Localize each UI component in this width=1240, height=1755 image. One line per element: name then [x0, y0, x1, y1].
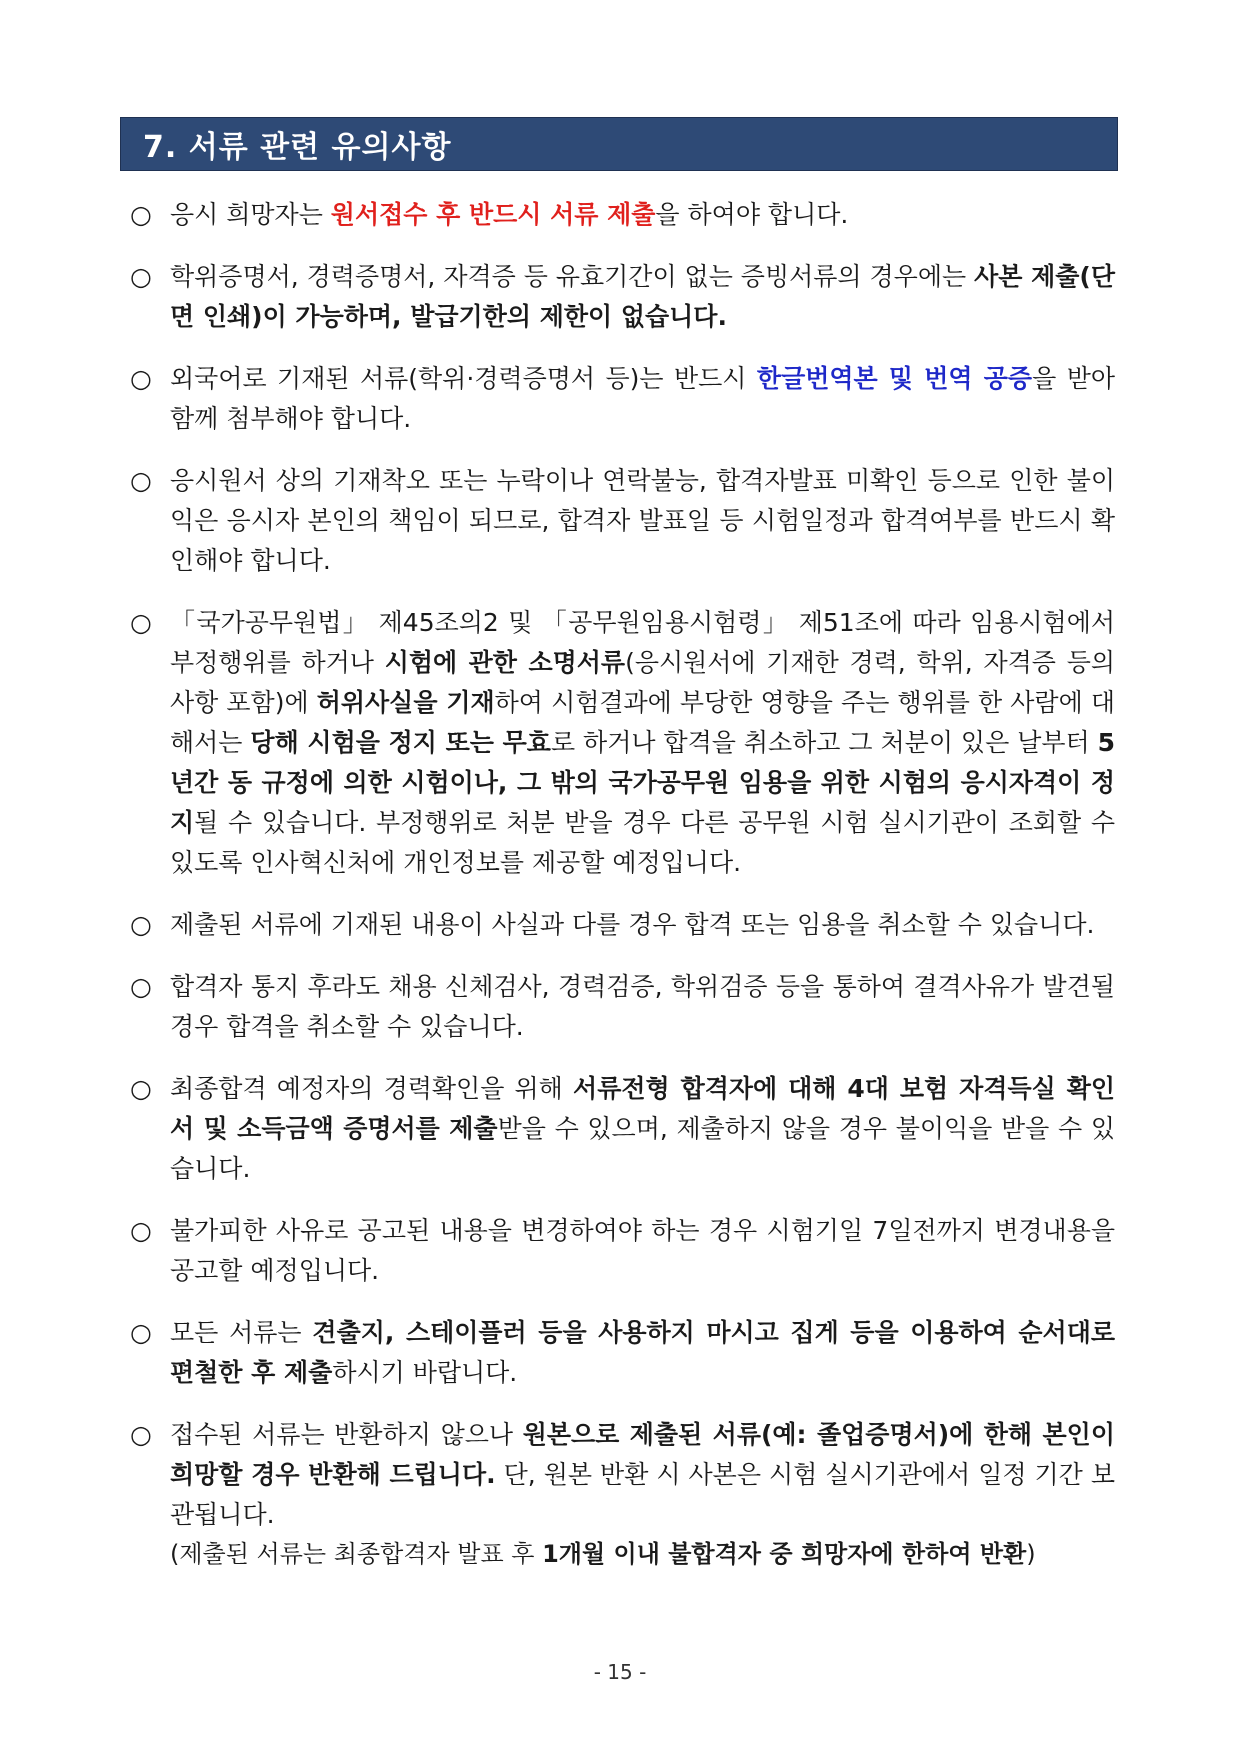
notice-text [170, 1069, 1115, 1189]
notice-text [170, 461, 1115, 581]
highlight-red: 원서접수 후 반드시 서류 제출 [330, 200, 656, 229]
text-segment: (응시원서에 기재한 경력, 학위, 자격증 등의 사항 포함)에 [170, 648, 1115, 717]
text-segment: 받을 수 있으며, 제출하지 않을 경우 불이익을 받을 수 있습니다. [170, 1114, 1115, 1183]
text-segment: 접수된 서류는 반환하지 않으나 [170, 1420, 523, 1449]
bold-text: 허위사실을 기재 [316, 688, 495, 717]
text-segment: 학위증명서, 경력증명서, 자격증 등 유효기간이 없는 증빙서류의 경우에는 [170, 262, 975, 291]
text-segment: 을 받아 함께 첨부해야 합니다. [170, 364, 1115, 433]
bold-text: 서류전형 합격자에 대해 4대 보험 자격득실 확인서 및 소득금액 증명서를 제출 [170, 1074, 1116, 1143]
text-segment: 최종합격 예정자의 경력확인을 위해 [170, 1074, 574, 1103]
bold-text: 원본으로 제출된 서류(예: 졸업증명서)에 한해 본인이 희망할 경우 반환해 드립니다. [170, 1420, 1115, 1489]
notice-note [170, 1535, 1115, 1573]
notice-text [170, 967, 1115, 1047]
notice-item-7 [130, 967, 1115, 1047]
notice-list [130, 195, 1115, 1595]
section-header [120, 117, 1118, 171]
bold-text: 당해 시험을 정지 또는 무효 [250, 728, 551, 757]
text-segment: 제출된 서류에 기재된 내용이 사실과 다를 경우 합격 또는 임용을 취소할 수 있습니다. [170, 910, 1095, 939]
notice-text [170, 905, 1115, 945]
notice-item-1 [130, 195, 1115, 235]
bullet-icon: ○ [130, 200, 152, 229]
text-segment: 을 하여야 합니다. [655, 200, 849, 229]
bullet-icon: ○ [130, 466, 152, 495]
text-segment: 합격자 통지 후라도 채용 신체검사, 경력검증, 학위검증 등을 통하여 결격사유가 발견될 경우 합격을 취소할 수 있습니다. [170, 972, 1115, 1041]
notice-text [170, 603, 1115, 883]
text-segment: 될 수 있습니다. 부정행위로 처분 받을 경우 다른 공무원 시험 실시기관이 조회할 수 있도록 인사혁신처에 개인정보를 제공할 예정입니다. [170, 808, 1115, 877]
bold-text: 시험에 관한 소명서류 [384, 648, 626, 677]
bold-text: 사본 제출(단면 인쇄)이 가능하며, 발급기한의 제한이 없습니다. [170, 262, 1115, 331]
bullet-icon: ○ [130, 1216, 152, 1245]
notice-text [170, 359, 1115, 439]
text-segment: 하여 시험결과에 부당한 영향을 주는 행위를 한 사람에 대해서는 [170, 688, 1115, 757]
notice-text [170, 195, 1115, 235]
text-segment: 하시기 바랍니다. [332, 1358, 518, 1387]
bold-text: 5년간 동 규정에 의한 시험이나, 그 밖의 국가공무원 임용을 위한 시험의 응시자격이 정지 [170, 728, 1116, 837]
bullet-icon: ○ [130, 608, 152, 637]
notice-item-3 [130, 359, 1115, 439]
notice-item-5 [130, 603, 1115, 883]
bullet-icon: ○ [130, 910, 152, 939]
notice-item-10 [130, 1313, 1115, 1393]
text-segment: 응시원서 상의 기재착오 또는 누락이나 연락불능, 합격자발표 미확인 등으로 인한 불이익은 응시자 본인의 책임이 되므로, 합격자 발표일 등 시험일정과 합격여부를 반드시 확인해야 합니다. [170, 466, 1115, 575]
bullet-icon: ○ [130, 972, 152, 1001]
text-segment: 외국어로 기재된 서류(학위·경력증명서 등)는 반드시 [170, 364, 757, 393]
notice-item-11 [130, 1415, 1115, 1573]
bullet-icon: ○ [130, 262, 152, 291]
notice-item-6 [130, 905, 1115, 945]
text-segment: (제출된 서류는 최종합격자 발표 후 [170, 1540, 543, 1568]
text-segment: 모든 서류는 [170, 1318, 313, 1347]
text-segment: 불가피한 사유로 공고된 내용을 변경하여야 하는 경우 시험기일 7일전까지 변경내용을 공고할 예정입니다. [170, 1216, 1115, 1285]
bullet-icon: ○ [130, 1074, 152, 1103]
notice-item-9 [130, 1211, 1115, 1291]
text-segment: 단, 원본 반환 시 사본은 시험 실시기관에서 일정 기간 보관됩니다. [170, 1460, 1115, 1529]
section-title: 7. 서류 관련 유의사항 [143, 130, 452, 165]
notice-text [170, 1211, 1115, 1291]
bullet-icon: ○ [130, 1318, 152, 1347]
notice-item-4 [130, 461, 1115, 581]
text-segment: 응시 희망자는 [170, 200, 331, 229]
notice-text [170, 1313, 1115, 1393]
notice-item-8 [130, 1069, 1115, 1189]
text-segment: ) [1026, 1540, 1036, 1568]
bullet-icon: ○ [130, 364, 152, 393]
bold-text: 1개월 이내 불합격자 중 희망자에 한하여 반환 [542, 1540, 1027, 1568]
bullet-icon: ○ [130, 1420, 152, 1449]
page-number: - 15 - [593, 1660, 647, 1684]
notice-item-2 [130, 257, 1115, 337]
notice-text [170, 257, 1115, 337]
text-segment: 「국가공무원법」 제45조의2 및 「공무원임용시험령」 제51조에 따라 임용시험에서 부정행위를 하거나 [170, 608, 1115, 677]
bold-text: 견출지, 스테이플러 등을 사용하지 마시고 집게 등을 이용하여 순서대로 편철한 후 제출 [170, 1318, 1115, 1387]
notice-text [170, 1415, 1115, 1535]
highlight-blue: 한글번역본 및 번역 공증 [756, 364, 1033, 393]
text-segment: 로 하거나 합격을 취소하고 그 처분이 있은 날부터 [550, 728, 1098, 757]
